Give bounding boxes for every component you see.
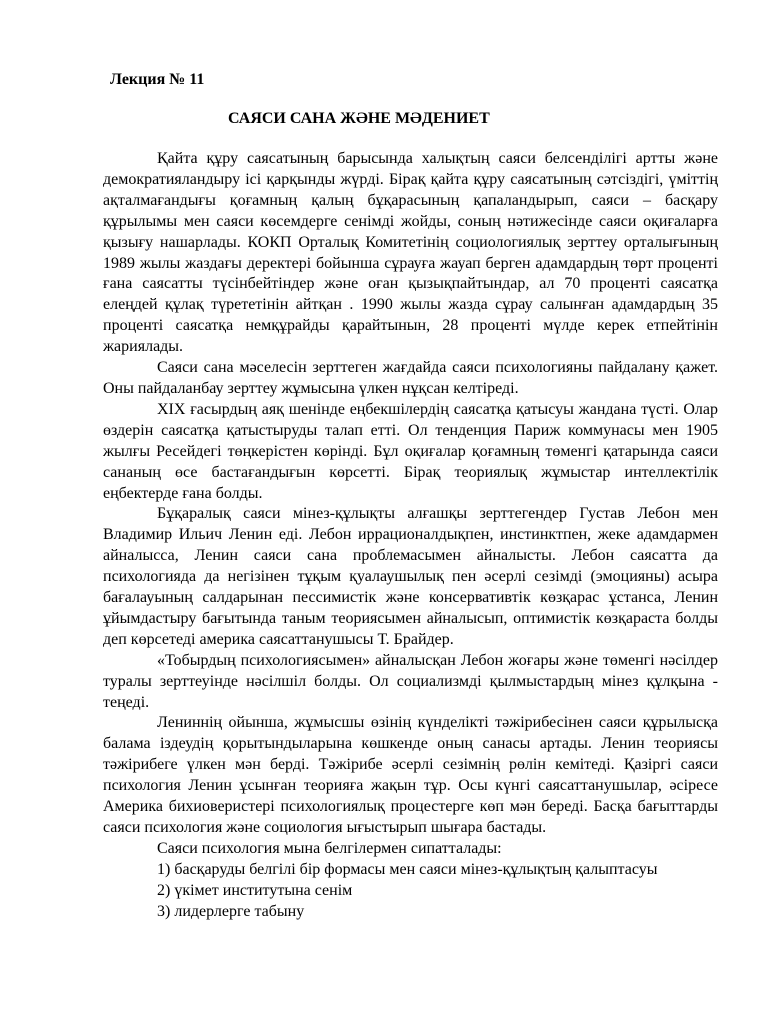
page-title: САЯСИ САНА ЖӘНЕ МӘДЕНИЕТ	[228, 110, 490, 127]
paragraph: XIX ғасырдың аяқ шенінде еңбекшілердің саясатқа қатысуы жандана түсті. Олар өздерін саясатқа қатыстыруды талап етті. Ол тенденция Париж коммунасы мен 1905 жылғы Ресейдегі төңкерістен көрінді. Бұл оқиғалар қоғамның төменгі қатарында саяси сананың өсе бастағандығын көрсетті. Бірақ теориялық жұмыстар интеллектілік еңбектерде ғана болды.	[103, 400, 718, 502]
lecture-number: Лекция № 11	[110, 71, 205, 88]
list-item: 1) басқаруды белгілі бір формасы мен саяси мінез-құлықтың қалыптасуы	[157, 860, 658, 878]
document-body	[103, 149, 718, 923]
list-item: 3) лидерлерге табыну	[157, 902, 305, 920]
paragraph: «Тобырдың психологиясымен» айналысқан Лебон жоғары және төменгі нәсілдер туралы зерттеуінде нәсілшіл болды. Ол социализмді қылмыстардың мінез құлқына - теңеді.	[103, 651, 718, 711]
paragraph: Бұқаралық саяси мінез-құлықты алғашқы зерттегендер Густав Лебон мен Владимир Ильич Ленин еді. Лебон иррационалдықпен, инстинктпен, жеке адамдармен айналысса, Ленин саяси сана проблемасымен айналысты. Лебон саясатта да психологияда да негізінен тұқым қуалаушылық пен әсерлі сезімді (эмоцияны) асыра бағалауының салдарынан пессимистік және консервативтік көзқарас ұстанса, Ленин ұйымдастыру бағытында таным теориясымен айналысып, оптимистік көзқараста болды деп көрсетеді америка саясаттанушысы Т. Брайдер.	[103, 505, 718, 648]
paragraph: Қайта құру саясатының барысында халықтың саяси белсенділігі артты және демократияландыру ісі қарқынды жүрді. Бірақ қайта құру саясатының сәтсіздігі, үміттің ақталмағандығы қоғамның қалың бұқарасының қапаландырып, саяси – басқару құрылымы мен саяси көсемдерге сенімді жойды, соның нәтижесінде саяси оқиғаларға қызығу нашарлады. КОКП Орталық Комитетінің социологиялық зерттеу орталығының 1989 жылы жаздағы деректері бойынша сұрауға жауап берген адамдардың төрт проценті ғана саясатты түсінбейтіндер және оған қызықпайтындар, ал 70 проценті саясатқа елеңдей құлақ түрететінін айтқан . 1990 жылы жазда сұрау салынған адамдардың 35 проценті саясатқа немқұрайды қарайтынын, 28 проценті мүлде керек етпейтінін жариялады.	[103, 150, 718, 356]
paragraph: Лениннің ойынша, жұмысшы өзінің күнделікті тәжірибесінен саяси құрылысқа балама іздеудің қорытындыларына көшкенде оның санасы артады. Ленин теориясы тәжірибеге үлкен мән берді. Тәжірибе әсерлі сезімнің рөлін кемітеді. Қазіргі саяси психология Ленин ұсынған теорияға жақын тұр. Осы күнгі саясаттанушылар, әсіресе Америка бихиоверистері психологиялық процестерге көп мән береді. Басқа бағыттарды саяси психология және социология ығыстырып шығара бастады.	[103, 714, 718, 836]
paragraph: Саяси психология мына белгілермен сипатталады:	[157, 839, 502, 857]
paragraph: Саяси сана мәселесін зерттеген жағдайда саяси психологияны пайдалану қажет. Оны пайдаланбау зерттеу жұмысына үлкен нұқсан келтіреді.	[103, 359, 718, 397]
list-item: 2) үкімет институтына сенім	[157, 881, 353, 899]
